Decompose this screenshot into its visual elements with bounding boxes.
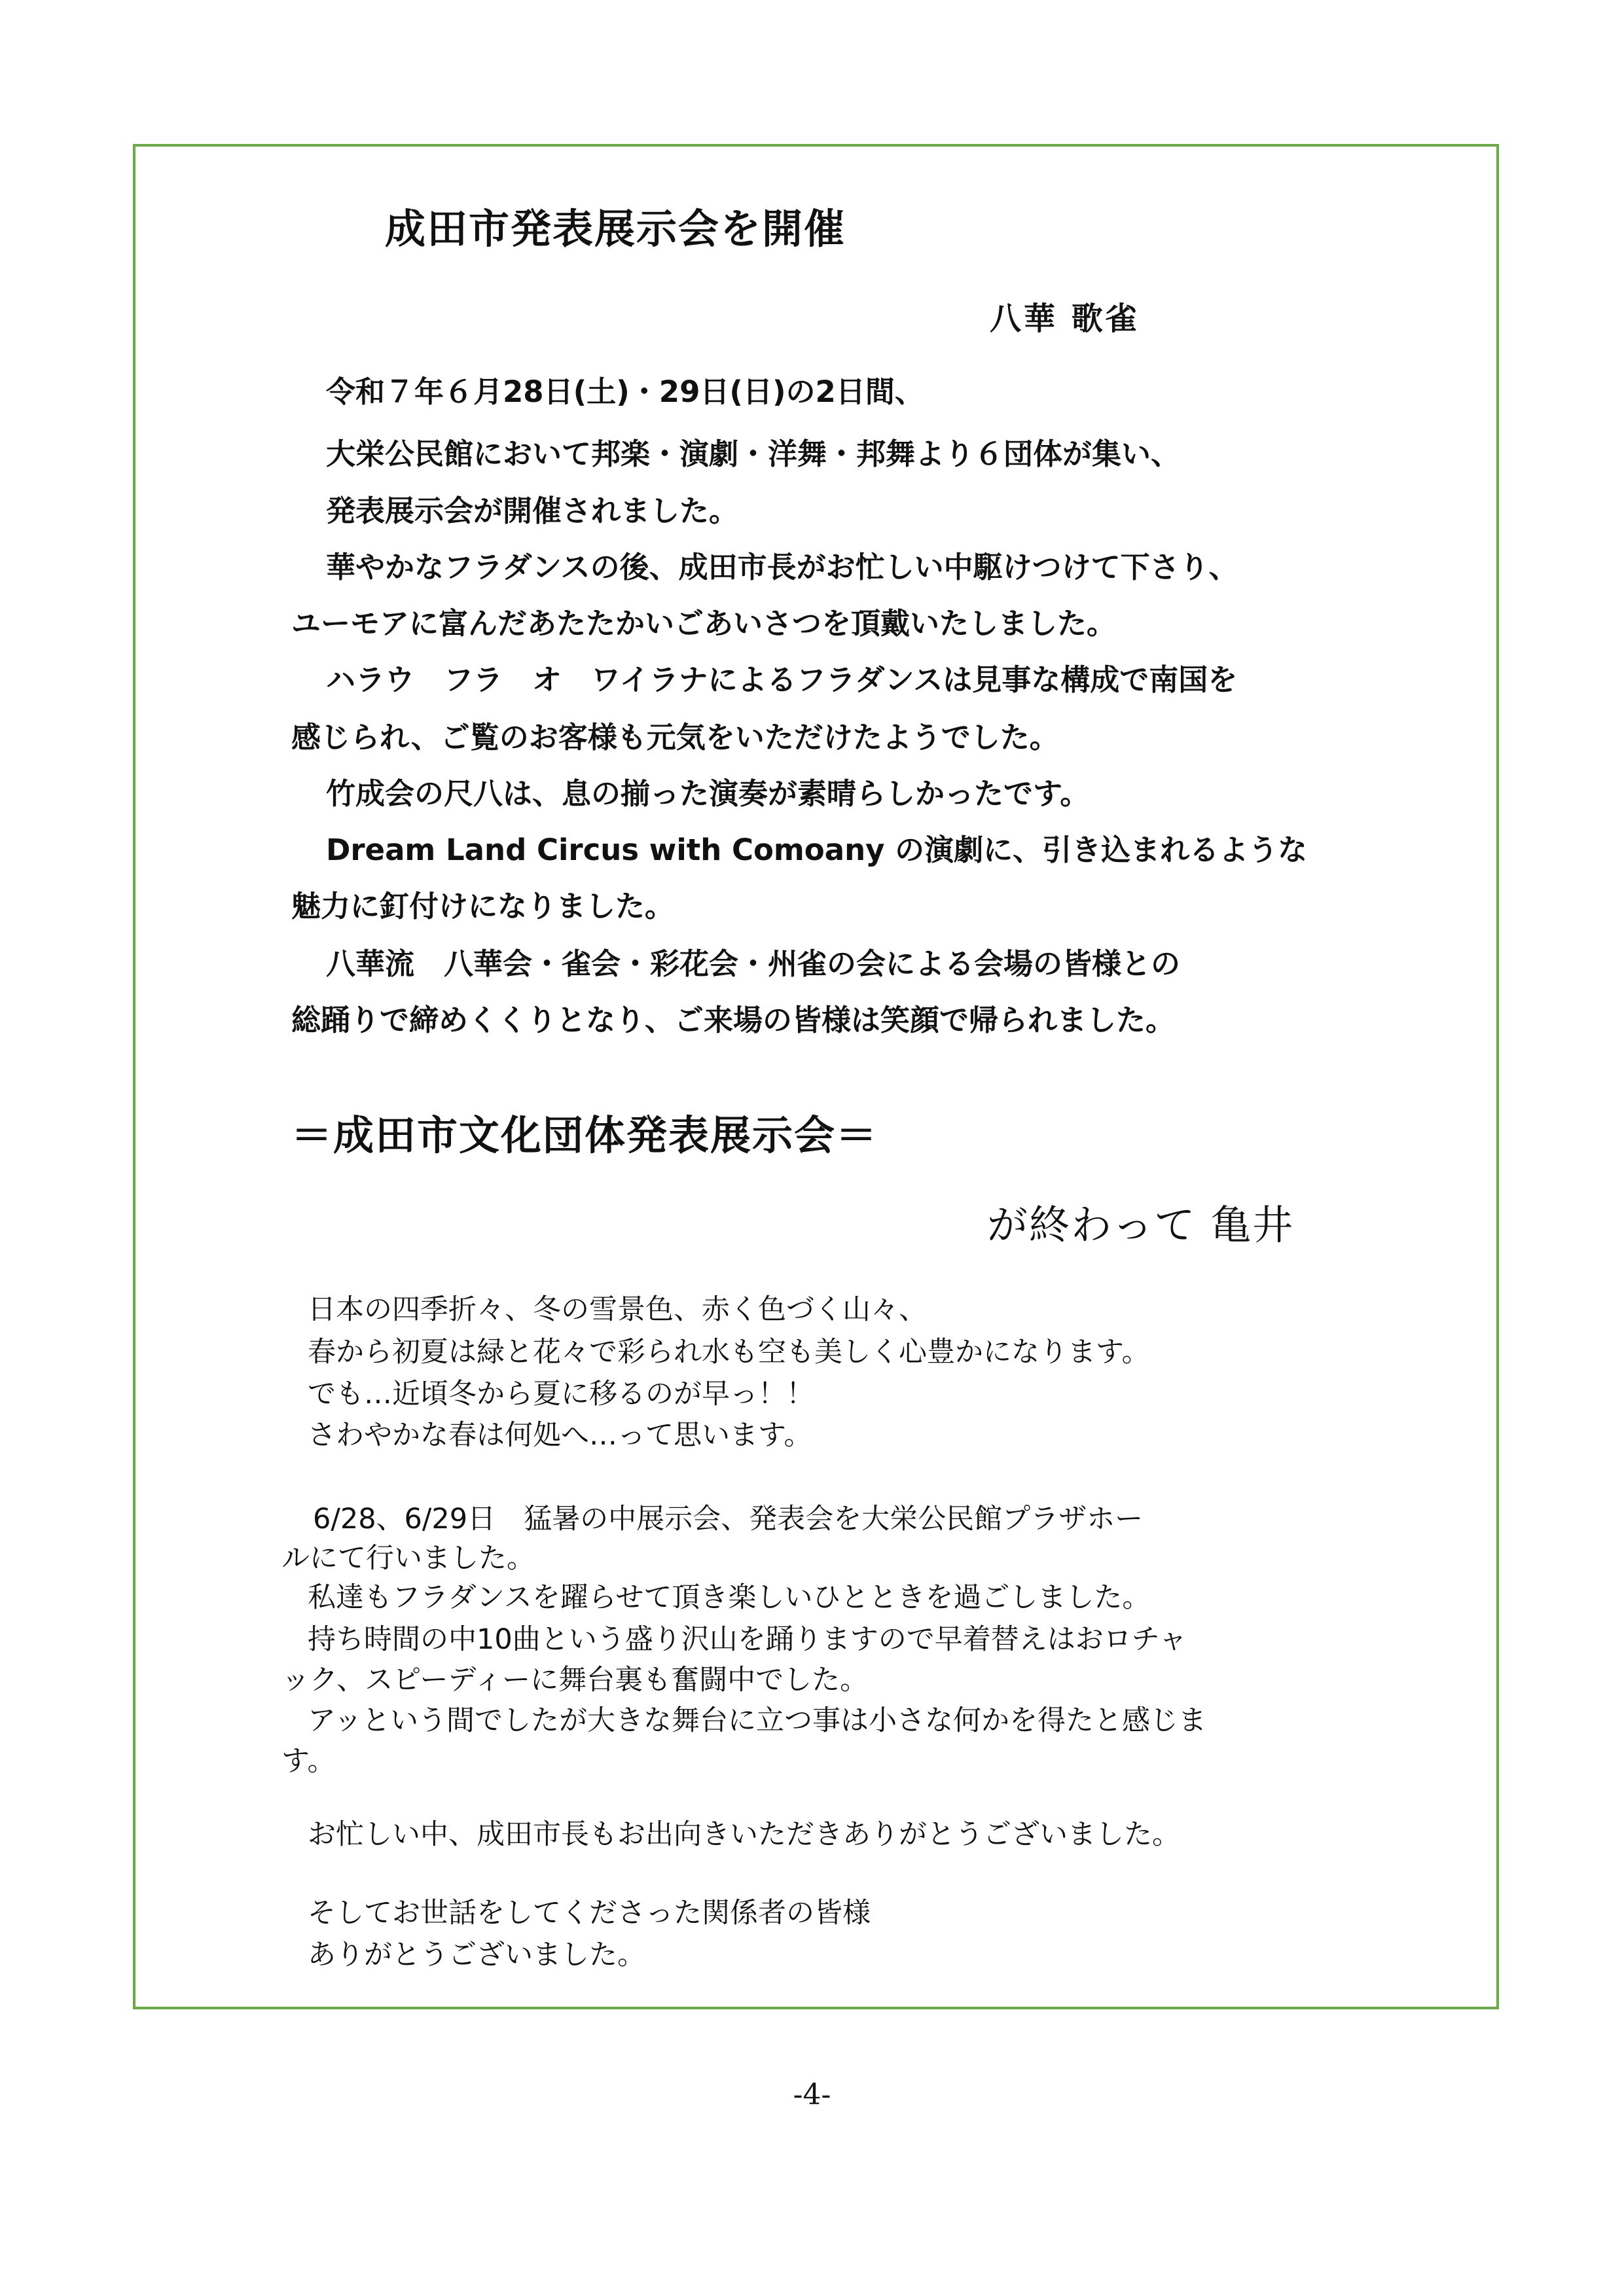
article1-line: Dream Land Circus with Comoany の演劇に、引き込まれるような xyxy=(326,833,1308,867)
article1-line: 華やかなフラダンスの後、成田市長がお忙しい中駆けつけて下さり、 xyxy=(326,550,1238,584)
article1-author: 八華 歌雀 xyxy=(990,300,1140,337)
article2-line: 持ち時間の中10曲という盛り沢山を踊りますので早着替えはおロチャ xyxy=(308,1623,1187,1656)
article2-line: アッという間でしたが大きな舞台に立つ事は小さな何かを得たと感じま xyxy=(308,1704,1206,1737)
article2-author: が終わって 亀井 xyxy=(987,1201,1295,1249)
article2-line: 6/28、6/29日 猛暑の中展示会、発表会を大栄公民館プラザホー xyxy=(313,1503,1144,1535)
article2-line: ルにて行いました。 xyxy=(281,1542,535,1575)
article1-line: 竹成会の尺八は、息の揃った演奏が素晴らしかったです。 xyxy=(326,776,1090,811)
article2-line: ック、スピーディーに舞台裏も奮闘中でした。 xyxy=(281,1664,869,1696)
article2-line: でも…近頃冬から夏に移るのが早っ！！ xyxy=(308,1378,814,1410)
article1-line: 魅力に釘付けになりました。 xyxy=(291,889,675,924)
article1-line: 大栄公民館において邦楽・演劇・洋舞・邦舞より６団体が集い、 xyxy=(326,437,1181,471)
article2-title: ＝成田市文化団体発表展示会＝ xyxy=(291,1111,878,1159)
page-number: -4- xyxy=(793,2078,831,2111)
article1-line: 発表展示会が開催されました。 xyxy=(326,493,739,528)
article1-line: 感じられ、ご覧のお客様も元気をいただけたようでした。 xyxy=(291,720,1059,755)
article2-line: お忙しい中、成田市長もお出向きいただきありがとうございました。 xyxy=(308,1818,1180,1851)
article1-title: 成田市発表展示会を開催 xyxy=(385,205,846,253)
article2-line: 私達もフラダンスを躍らせて頂き楽しいひとときを過ごしました。 xyxy=(308,1581,1151,1614)
article2-line: す。 xyxy=(281,1745,336,1778)
article2-line: そしてお世話をしてくださった関係者の皆様 xyxy=(308,1897,871,1929)
article1-line: 八華流 八華会・雀会・彩花会・州雀の会による会場の皆様との xyxy=(326,946,1181,981)
article1-line: ハラウ フラ オ ワイラナによるフラダンスは見事な構成で南国を xyxy=(326,662,1238,697)
article2-line: さわやかな春は何処へ…って思います。 xyxy=(308,1419,812,1452)
article1-line: ユーモアに富んだあたたかいごあいさつを頂戴いたしました。 xyxy=(291,606,1117,641)
article2-line: 日本の四季折々、冬の雪景色、赤く色づく山々、 xyxy=(308,1293,927,1326)
article1-line: 総踊りで締めくくりとなり、ご来場の皆様は笑顔で帰られました。 xyxy=(291,1003,1176,1037)
article2-line: ありがとうございました。 xyxy=(308,1939,645,1971)
article1-line: 令和７年６月28日(土)・29日(日)の2日間、 xyxy=(326,374,924,409)
article2-line: 春から初夏は緑と花々で彩られ水も空も美しく心豊かになります。 xyxy=(308,1336,1150,1369)
